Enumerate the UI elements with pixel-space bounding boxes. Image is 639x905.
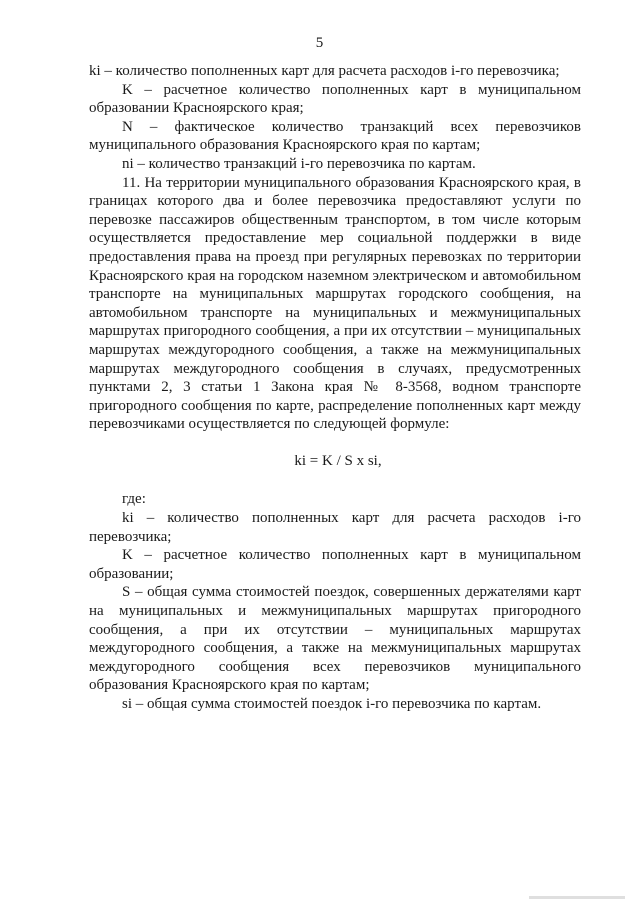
page-number: 5: [315, 35, 324, 51]
scan-artifact: [529, 896, 625, 899]
document-body: [89, 62, 581, 714]
where-label: где:: [122, 491, 146, 508]
definition-n: N – фактическое количество транзакций всех перевозчиков муниципального образования Красноярского края по картам;: [89, 118, 581, 154]
definition-si: si – общая сумма стоимостей поездок i-го перевозчика по картам.: [122, 696, 542, 712]
definition-s: S – общая сумма стоимостей поездок, совершенных держателями карт на муниципальных и межмуниципальных маршрутах пригородного сообщения, а при их отсутствии – муниципальных маршрутах междугородного сообщения, а также на межмуниципальных маршрутах междугородного сообщения всех перевозчиков муниципального образования Красноярского края по картам;: [89, 584, 581, 694]
definition-ki: ki – количество пополненных карт для расчета расходов i-го перевозчика;: [89, 63, 560, 79]
definition-ni: ni – количество транзакций i-го перевозчика по картам.: [122, 155, 476, 172]
definition-k: K – расчетное количество пополненных карт в муниципальном образовании Красноярского края;: [89, 81, 581, 117]
distribution-formula: ki = K / S x si,: [294, 452, 382, 469]
clause-11: 11. На территории муниципального образования Красноярского края, в границах которого два и более перевозчика предоставляют услуги по перевозке пассажиров общественным транспортом, в том числе которым осуществляется предоставление мер социальной поддержки в виде предоставления права на проезд при регулярных перевозках по территории Красноярского края на городском наземном электрическом и автомобильном транспорте на муниципальных маршрутах городского сообщения, на автомобильном транспорте на муниципальных и межмуниципальных маршрутах пригородного сообщения, а при их отсутствии – муниципальных маршрутах междугородного сообщения, а также на межмуниципальных маршрутах междугородного сообщения в случаях, предусмотренных пунктами 2, 3 статьи 1 Закона края № 8-3568, водном транспорте пригородного сообщения по карте, распределение пополненных карт между перевозчиками осуществляется по следующей формуле:: [89, 174, 581, 433]
definition-ki-2: ki – количество пополненных карт для расчета расходов i-го перевозчика;: [89, 510, 581, 545]
definition-k-2: K – расчетное количество пополненных карт в муниципальном образовании;: [89, 547, 581, 582]
